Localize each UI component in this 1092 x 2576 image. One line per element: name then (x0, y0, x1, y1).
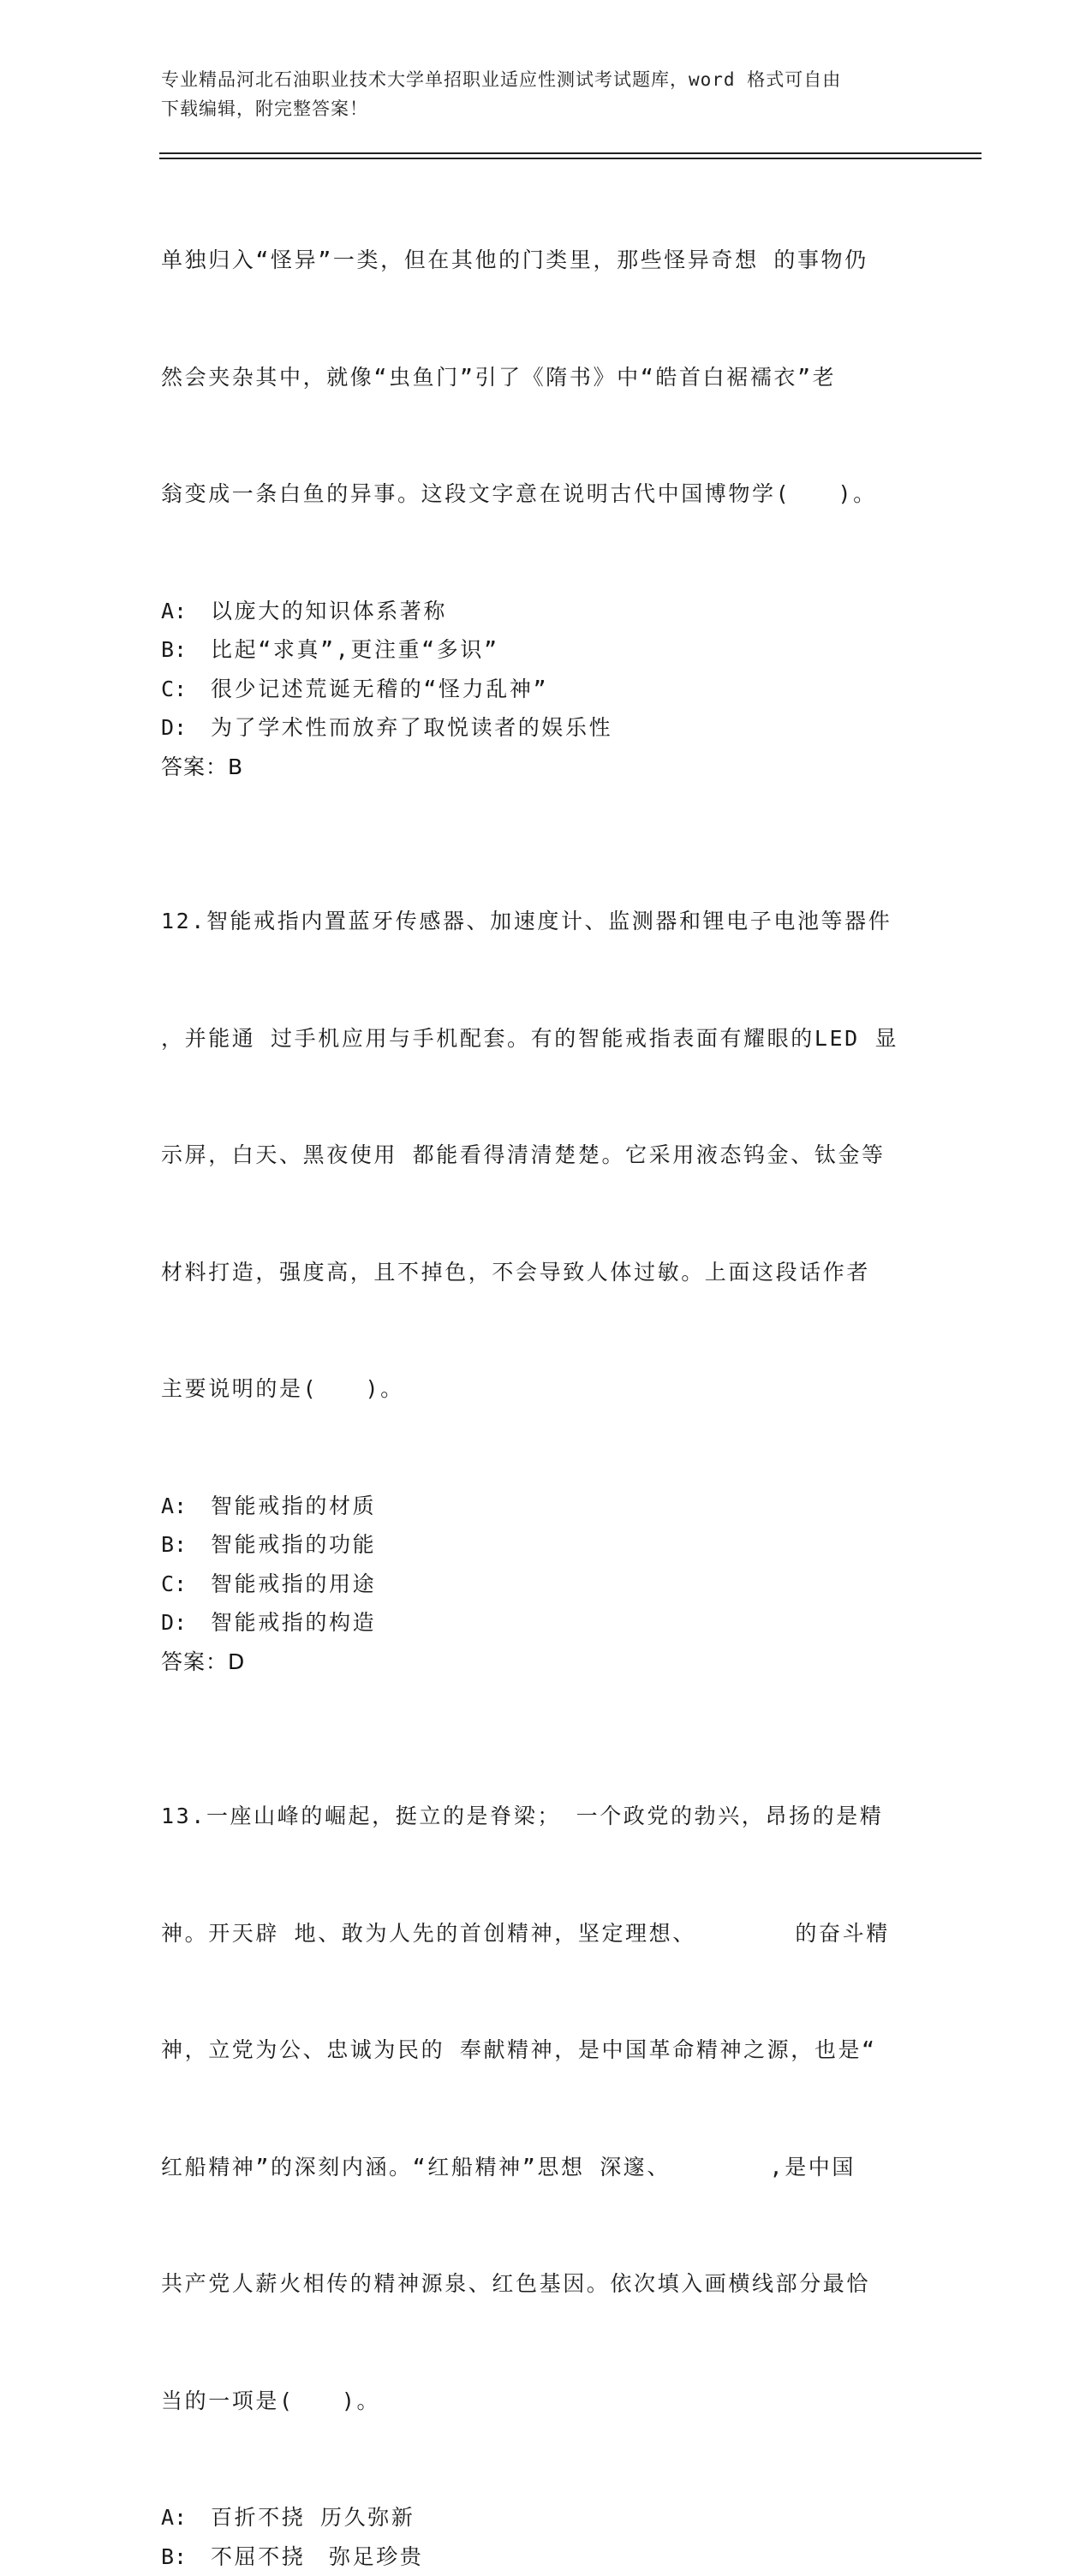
spacer (161, 786, 932, 824)
question-line: ，并能通 过手机应用与手机配套。有的智能戒指表面有耀眼的LED 显 (161, 1019, 932, 1058)
question-line: 示屏，白天、黑夜使用 都能看得清清楚楚。它采用液态钨金、钛金等 (161, 1136, 932, 1175)
option-key: C: (161, 670, 211, 709)
question-line: 单独归入“怪异”一类，但在其他的门类里，那些怪异奇想 的事物仍 (161, 241, 932, 280)
question-line: 神，立党为公、忠诚为民的 奉献精神，是中国革命精神之源，也是“ (161, 2030, 932, 2070)
option-key: A: (161, 1487, 211, 1526)
option-key: D: (161, 1603, 211, 1643)
option-a (161, 592, 932, 631)
question-text (161, 163, 932, 592)
option-d (161, 1603, 932, 1643)
question-12 (161, 824, 932, 1681)
spacer (161, 1681, 932, 1719)
option-c (161, 670, 932, 709)
option-text: 为了学术性而放弃了取悦读者的娱乐性 (211, 715, 612, 740)
header-line-1: 专业精品河北石油职业技术大学单招职业适应性测试考试题库，word 格式可自由 (161, 65, 915, 94)
header-rule-top (159, 152, 982, 154)
option-text: 很少记述荒诞无稽的“怪力乱神” (211, 677, 548, 701)
option-text: 百折不挠 历久弥新 (211, 2505, 415, 2530)
question-11 (161, 163, 932, 786)
answer-line: 答案：B (161, 748, 932, 787)
option-b (161, 2537, 932, 2576)
question-line: 神。开天辟 地、敢为人先的首创精神，坚定理想、 的奋斗精 (161, 1914, 932, 1953)
question-line: 翁变成一条白鱼的异事。这段文字意在说明古代中国博物学( )。 (161, 474, 932, 514)
question-line: 共产党人薪火相传的精神源泉、红色基因。依次填入画横线部分最恰 (161, 2264, 932, 2304)
question-text (161, 824, 932, 1487)
option-key: B: (161, 1525, 211, 1565)
option-key: B: (161, 2537, 211, 2576)
option-c (161, 1565, 932, 1604)
option-key: B: (161, 630, 211, 670)
question-line: 当的一项是( )。 (161, 2382, 932, 2421)
question-line: 然会夹杂其中，就像“虫鱼门”引了《隋书》中“皓首白裾襦衣”老 (161, 358, 932, 397)
question-line: 材料打造，强度高，且不掉色，不会导致人体过敏。上面这段话作者 (161, 1253, 932, 1292)
question-line: 红船精神”的深刻内涵。“红船精神”思想 深邃、 ,是中国 (161, 2148, 932, 2187)
option-key: D: (161, 708, 211, 748)
option-b (161, 1525, 932, 1565)
answer-line: 答案：D (161, 1643, 932, 1682)
option-text: 不屈不挠 弥足珍贵 (211, 2544, 423, 2569)
option-a (161, 1487, 932, 1526)
option-b (161, 630, 932, 670)
option-text: 智能戒指的用途 (211, 1571, 376, 1596)
option-d (161, 708, 932, 748)
option-text: 以庞大的知识体系著称 (211, 599, 447, 623)
question-13 (161, 1719, 932, 2576)
option-key: A: (161, 2498, 211, 2537)
question-line: 主要说明的是( )。 (161, 1369, 932, 1409)
option-a (161, 2498, 932, 2537)
question-line: 13.一座山峰的崛起，挺立的是脊梁； 一个政党的勃兴，昂扬的是精 (161, 1797, 932, 1836)
header-rule-bottom (159, 158, 982, 159)
page-header (161, 65, 915, 123)
option-text: 智能戒指的材质 (211, 1494, 376, 1518)
option-key: C: (161, 1565, 211, 1604)
question-text (161, 1719, 932, 2498)
option-text: 智能戒指的构造 (211, 1610, 376, 1635)
option-key: A: (161, 592, 211, 631)
page-content (161, 163, 932, 2576)
header-line-2: 下载编辑，附完整答案！ (161, 94, 915, 123)
option-text: 智能戒指的功能 (211, 1532, 376, 1557)
option-text: 比起“求真”,更注重“多识” (211, 637, 499, 662)
question-line: 12.智能戒指内置蓝牙传感器、加速度计、监测器和锂电子电池等器件 (161, 902, 932, 941)
